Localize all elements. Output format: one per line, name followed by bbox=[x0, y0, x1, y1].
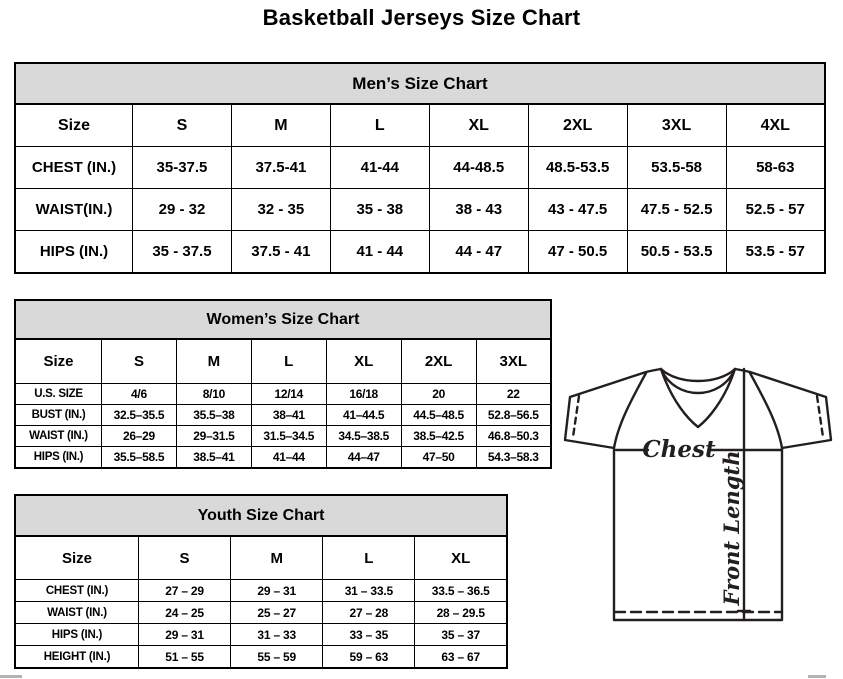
size-value-cell: 46.8–50.3 bbox=[476, 426, 551, 447]
mens-table-title: Men’s Size Chart bbox=[14, 62, 826, 103]
jersey-diagram-icon bbox=[558, 362, 840, 672]
size-column-header: 2XL bbox=[528, 104, 627, 147]
size-value-cell: 25 – 27 bbox=[231, 602, 323, 624]
size-value-cell: 35 – 37 bbox=[415, 624, 507, 646]
measurement-row bbox=[15, 580, 507, 602]
size-value-cell: 8/10 bbox=[176, 384, 251, 405]
size-value-cell: 38 - 43 bbox=[429, 189, 528, 231]
size-column-header: XL bbox=[326, 339, 401, 384]
size-value-cell: 34.5–38.5 bbox=[326, 426, 401, 447]
size-value-cell: 53.5-58 bbox=[627, 147, 726, 189]
size-column-header: M bbox=[176, 339, 251, 384]
size-header-row bbox=[15, 339, 551, 384]
size-value-cell: 26–29 bbox=[102, 426, 177, 447]
size-value-cell: 29 – 31 bbox=[139, 624, 231, 646]
collar-v-neck bbox=[661, 369, 735, 427]
scrollbar-fragment-left[interactable] bbox=[0, 675, 22, 678]
size-corner-header: Size bbox=[15, 104, 133, 147]
youth-size-chart-section bbox=[14, 494, 508, 669]
size-value-cell: 41–44 bbox=[251, 447, 326, 469]
jersey-measurement-diagram bbox=[558, 362, 840, 672]
jersey-outline bbox=[565, 369, 831, 620]
size-column-header: XL bbox=[415, 536, 507, 580]
size-column-header: M bbox=[231, 104, 330, 147]
size-value-cell: 31 – 33.5 bbox=[323, 580, 415, 602]
size-value-cell: 37.5-41 bbox=[231, 147, 330, 189]
measurement-row bbox=[15, 447, 551, 469]
size-value-cell: 50.5 - 53.5 bbox=[627, 231, 726, 274]
row-label: BUST (IN.) bbox=[15, 405, 102, 426]
size-value-cell: 41–44.5 bbox=[326, 405, 401, 426]
row-label: WAIST (IN.) bbox=[15, 426, 102, 447]
size-value-cell: 44 - 47 bbox=[429, 231, 528, 274]
womens-size-table bbox=[14, 338, 552, 469]
row-label: HIPS (IN.) bbox=[15, 231, 133, 274]
measurement-row bbox=[15, 189, 825, 231]
size-corner-header: Size bbox=[15, 536, 139, 580]
measurement-row bbox=[15, 231, 825, 274]
size-column-header: M bbox=[231, 536, 323, 580]
size-value-cell: 22 bbox=[476, 384, 551, 405]
size-value-cell: 51 – 55 bbox=[139, 646, 231, 669]
size-value-cell: 63 – 67 bbox=[415, 646, 507, 669]
size-value-cell: 58-63 bbox=[726, 147, 825, 189]
measurement-row bbox=[15, 405, 551, 426]
size-value-cell: 52.5 - 57 bbox=[726, 189, 825, 231]
size-value-cell: 20 bbox=[401, 384, 476, 405]
size-column-header: L bbox=[330, 104, 429, 147]
measurement-row bbox=[15, 624, 507, 646]
size-value-cell: 32 - 35 bbox=[231, 189, 330, 231]
measurement-row bbox=[15, 147, 825, 189]
row-label: HIPS (IN.) bbox=[15, 447, 102, 469]
size-value-cell: 52.8–56.5 bbox=[476, 405, 551, 426]
size-value-cell: 47.5 - 52.5 bbox=[627, 189, 726, 231]
size-value-cell: 31 – 33 bbox=[231, 624, 323, 646]
measurement-row bbox=[15, 602, 507, 624]
size-value-cell: 33 – 35 bbox=[323, 624, 415, 646]
size-value-cell: 29 - 32 bbox=[133, 189, 232, 231]
size-value-cell: 32.5–35.5 bbox=[102, 405, 177, 426]
size-value-cell: 29–31.5 bbox=[176, 426, 251, 447]
size-column-header: S bbox=[133, 104, 232, 147]
youth-table-title: Youth Size Chart bbox=[14, 494, 508, 535]
row-label: HEIGHT (IN.) bbox=[15, 646, 139, 669]
size-value-cell: 35-37.5 bbox=[133, 147, 232, 189]
measurement-row bbox=[15, 646, 507, 669]
mens-size-chart-section bbox=[14, 62, 826, 274]
size-value-cell: 47–50 bbox=[401, 447, 476, 469]
size-value-cell: 27 – 29 bbox=[139, 580, 231, 602]
left-cuff-dashes bbox=[573, 396, 579, 437]
size-value-cell: 24 – 25 bbox=[139, 602, 231, 624]
size-column-header: 3XL bbox=[627, 104, 726, 147]
size-column-header: S bbox=[102, 339, 177, 384]
size-value-cell: 44.5–48.5 bbox=[401, 405, 476, 426]
size-value-cell: 44–47 bbox=[326, 447, 401, 469]
measurement-row bbox=[15, 384, 551, 405]
right-cuff-dashes bbox=[817, 396, 823, 437]
size-value-cell: 35.5–58.5 bbox=[102, 447, 177, 469]
size-column-header: 2XL bbox=[401, 339, 476, 384]
size-value-cell: 12/14 bbox=[251, 384, 326, 405]
mens-size-table bbox=[14, 103, 826, 274]
size-value-cell: 38–41 bbox=[251, 405, 326, 426]
size-value-cell: 38.5–42.5 bbox=[401, 426, 476, 447]
size-value-cell: 41 - 44 bbox=[330, 231, 429, 274]
womens-table-title: Women’s Size Chart bbox=[14, 299, 552, 338]
size-value-cell: 54.3–58.3 bbox=[476, 447, 551, 469]
left-sleeve-seam bbox=[614, 373, 646, 448]
scrollbar-fragment-right[interactable] bbox=[808, 675, 826, 678]
size-column-header: L bbox=[323, 536, 415, 580]
womens-size-chart-section bbox=[14, 299, 552, 469]
size-value-cell: 47 - 50.5 bbox=[528, 231, 627, 274]
size-header-row bbox=[15, 536, 507, 580]
page-title: Basketball Jerseys Size Chart bbox=[262, 5, 581, 30]
size-value-cell: 29 – 31 bbox=[231, 580, 323, 602]
row-label: CHEST (IN.) bbox=[15, 580, 139, 602]
youth-size-table bbox=[14, 535, 508, 669]
size-value-cell: 28 – 29.5 bbox=[415, 602, 507, 624]
size-value-cell: 35 - 38 bbox=[330, 189, 429, 231]
size-value-cell: 35.5–38 bbox=[176, 405, 251, 426]
row-label: U.S. SIZE bbox=[15, 384, 102, 405]
size-value-cell: 38.5–41 bbox=[176, 447, 251, 469]
size-value-cell: 37.5 - 41 bbox=[231, 231, 330, 274]
size-column-header: 4XL bbox=[726, 104, 825, 147]
right-sleeve-seam bbox=[750, 373, 782, 448]
size-value-cell: 59 – 63 bbox=[323, 646, 415, 669]
row-label: WAIST (IN.) bbox=[15, 602, 139, 624]
size-column-header: L bbox=[251, 339, 326, 384]
row-label: HIPS (IN.) bbox=[15, 624, 139, 646]
size-value-cell: 41-44 bbox=[330, 147, 429, 189]
size-value-cell: 16/18 bbox=[326, 384, 401, 405]
row-label: CHEST (IN.) bbox=[15, 147, 133, 189]
size-value-cell: 35 - 37.5 bbox=[133, 231, 232, 274]
size-value-cell: 43 - 47.5 bbox=[528, 189, 627, 231]
size-corner-header: Size bbox=[15, 339, 102, 384]
size-column-header: XL bbox=[429, 104, 528, 147]
size-value-cell: 31.5–34.5 bbox=[251, 426, 326, 447]
size-value-cell: 33.5 – 36.5 bbox=[415, 580, 507, 602]
collar-outer-curve bbox=[661, 369, 735, 381]
size-value-cell: 55 – 59 bbox=[231, 646, 323, 669]
size-value-cell: 53.5 - 57 bbox=[726, 231, 825, 274]
front-length-label: Front Length bbox=[719, 450, 744, 606]
size-column-header: 3XL bbox=[476, 339, 551, 384]
size-value-cell: 27 – 28 bbox=[323, 602, 415, 624]
size-value-cell: 4/6 bbox=[102, 384, 177, 405]
size-column-header: S bbox=[139, 536, 231, 580]
row-label: WAIST(IN.) bbox=[15, 189, 133, 231]
size-header-row bbox=[15, 104, 825, 147]
size-value-cell: 48.5-53.5 bbox=[528, 147, 627, 189]
chest-label: Chest bbox=[642, 436, 716, 463]
size-value-cell: 44-48.5 bbox=[429, 147, 528, 189]
measurement-row bbox=[15, 426, 551, 447]
